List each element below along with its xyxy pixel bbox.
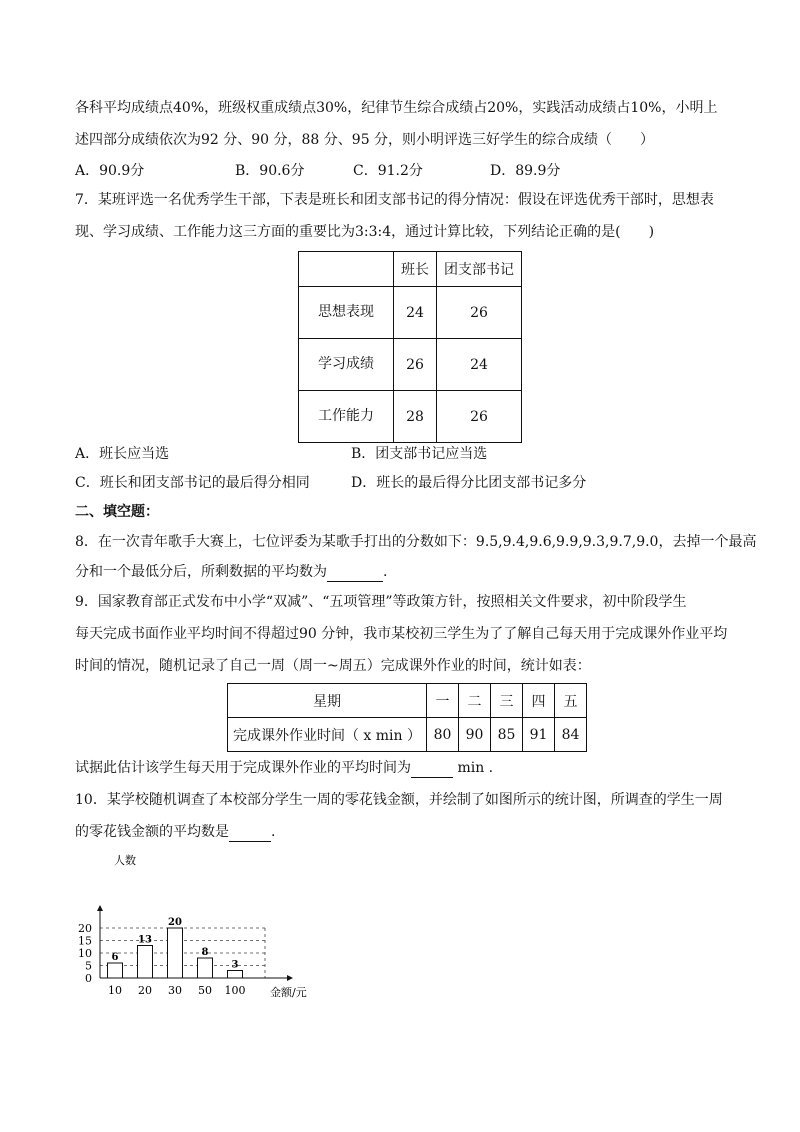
q10-text-end: . [271,824,276,840]
q9-after-text: 试据此估计该学生每天用于完成课外作业的平均时间为 [75,760,411,776]
section-title: 二、填空题： [75,504,159,520]
q7-score-table [298,251,522,443]
q8-line1: 8．在一次青年歌手大赛上，七位评委为某歌手打出的分数如下：9.5,9.4,9.6,9.9,9.3,9.7,9.0，去掉一个最高 [75,534,757,550]
q7-table-cell: 28 [394,391,437,443]
chart-data-label: 8 [201,947,209,958]
q7-table-cell: 26 [437,391,522,443]
q7-option-d: D．班长的最后得分比团支部书记多分 [351,475,587,491]
chart-x-tick-label: 30 [168,984,182,997]
q9-table-row-label: 完成课外作业时间（ x min ） [228,718,427,752]
q10-text: 的零花钱金额的平均数是 [75,824,229,840]
q8-answer-blank[interactable] [327,565,383,582]
q9-table-day: 三 [491,684,523,718]
q8-line2 [75,562,387,582]
chart-bar [228,971,243,979]
q9-table-value: 91 [523,718,555,752]
chart-x-tick-label: 100 [224,984,246,997]
chart-bar [138,946,153,979]
q7-table-cell: 24 [437,339,522,391]
q10-answer-blank[interactable] [229,825,271,842]
q9-line2: 每天完成书面作业平均时间不得超过90 分钟，我市某校初三学生为了了解自己每天用于完成课外作业平均 [75,626,728,642]
q9-table-day: 二 [459,684,491,718]
q6-line2: 述四部分成绩依次为92 分、90 分，88 分、95 分，则小明评选三好学生的综合成绩（ ） [75,132,655,148]
chart-x-tick-label: 50 [198,984,212,997]
q9-after [75,758,493,778]
chart-bars [108,917,243,978]
q9-time-table [227,683,587,752]
q7-table-row-label: 工作能力 [299,391,394,443]
chart-x-axis-arrow [287,975,293,981]
q7-table-row-label: 学习成绩 [299,339,394,391]
q9-table-header-label: 星期 [228,684,427,718]
q9-table-day: 四 [523,684,555,718]
q9-after-unit: min . [453,760,494,776]
chart-data-label: 20 [168,917,182,928]
q8-text-end: . [383,564,388,580]
q6-line1: 各科平均成绩点40%，班级权重成绩点30%，纪律节生综合成绩占20%，实践活动成绩占10%，小明上 [75,100,718,116]
chart-x-tick-label: 10 [108,984,122,997]
chart-bar [198,958,213,978]
chart-axes [78,905,293,997]
chart-y-tick-label: 5 [85,959,92,973]
q9-table-value: 80 [427,718,459,752]
chart-bar [168,928,183,978]
q9-table-day: 五 [555,684,587,718]
allowance-bar-chart [70,850,330,1010]
q9-table-value: 90 [459,718,491,752]
q6-option-d: D．89.9分 [490,163,561,179]
q7-table-corner [299,252,394,287]
q7-table-cell: 24 [394,287,437,339]
q9-answer-blank[interactable] [411,761,453,778]
chart-y-axis-arrow [97,905,103,911]
q7-table-row-label: 思想表现 [299,287,394,339]
q9-line3: 时间的情况，随机记录了自己一周（周一~周五）完成课外作业的时间，统计如表： [75,658,591,674]
q9-table-day: 一 [427,684,459,718]
chart-data-label: 13 [138,934,152,946]
chart-x-tick-label: 20 [138,984,152,997]
chart-y-axis-label: 人数 [114,854,136,867]
q6-option-b: B．90.6分 [235,163,305,179]
q8-text: 分和一个最低分后，所剩数据的平均数为 [75,564,327,580]
chart-data-label: 6 [111,952,119,963]
q7-line2: 现、学习成绩、工作能力这三方面的重要比为3:3:4，通过计算比较，下列结论正确的是( ) [75,224,655,240]
q7-table-cell: 26 [394,339,437,391]
q9-table-value: 84 [555,718,587,752]
chart-data-label: 3 [231,959,239,971]
q9-line1: 9．国家教育部正式发布中小学“双减”、“五项管理”等政策方针，按照相关文件要求，初中阶段学生 [75,594,687,610]
q7-table-cell: 26 [437,287,522,339]
q7-table-header-b: 团支部书记 [437,252,522,287]
q6-option-c: C．91.2分 [353,163,423,179]
q7-line1: 7．某班评选一名优秀学生干部，下表是班长和团支部书记的得分情况：假设在评选优秀干部时，思想表 [75,192,714,208]
chart-y-tick-label: 10 [78,947,92,960]
q9-table-value: 85 [491,718,523,752]
q10-line2 [75,822,275,842]
chart-bar [108,963,123,978]
chart-y-tick-label: 0 [85,972,92,985]
q7-table-header-a: 班长 [394,252,437,287]
q10-line1: 10．某学校随机调查了本校部分学生一周的零花钱金额，并绘制了如图所示的统计图，所调查的学生一周 [75,792,723,808]
chart-y-tick-label: 20 [78,922,92,935]
q6-option-a: A．90.9分 [75,163,145,179]
q7-option-a: A．班长应当选 [75,446,170,462]
q7-option-b: B．团支部书记应当选 [351,446,488,462]
chart-x-axis-label: 金额/元 [270,986,307,999]
chart-y-tick-label: 15 [78,934,92,948]
q7-option-c: C．班长和团支部书记的最后得分相同 [75,475,310,491]
